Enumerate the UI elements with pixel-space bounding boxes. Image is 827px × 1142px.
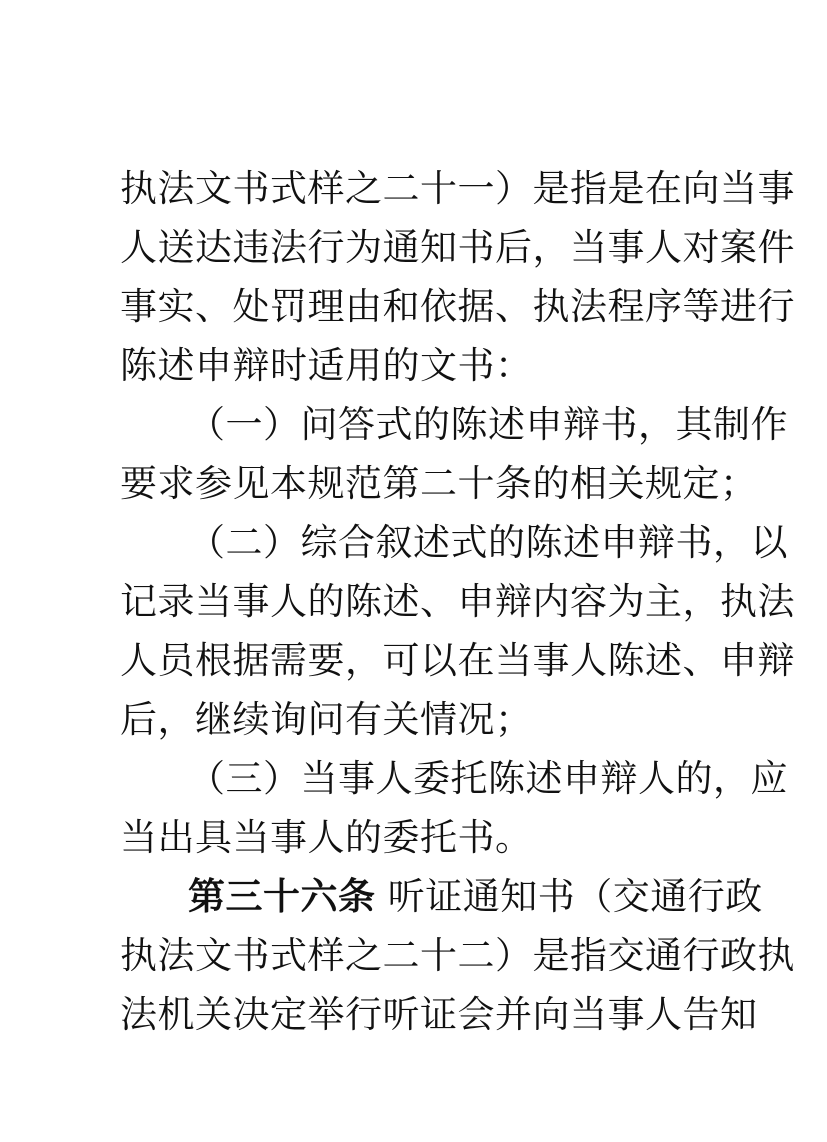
text-line: 后，继续询问有关情况； <box>120 698 533 741</box>
article-text: 听证通知书（交通行政 <box>387 875 763 918</box>
text-line: 执法文书式样之二十一）是指是在向当事 <box>120 167 795 210</box>
text-line: （一）问答式的陈述申辩书，其制作 <box>188 403 788 446</box>
text-line: （三）当事人委托陈述申辩人的，应 <box>188 757 788 800</box>
text-line: 法机关决定举行听证会并向当事人告知 <box>120 993 758 1036</box>
text-line: 记录当事人的陈述、申辩内容为主，执法 <box>120 580 795 623</box>
text-line: 要求参见本规范第二十条的相关规定； <box>120 462 758 505</box>
text-line: 当出具当事人的委托书。 <box>120 816 533 859</box>
article-heading: 第三十六条 <box>188 875 376 918</box>
text-line: （二）综合叙述式的陈述申辩书，以 <box>188 521 788 564</box>
text-line: 事实、处罚理由和依据、执法程序等进行 <box>120 285 795 328</box>
text-line: 人送达违法行为通知书后，当事人对案件 <box>120 226 795 269</box>
text-line: 人员根据需要，可以在当事人陈述、申辩 <box>120 639 795 682</box>
text-line: 陈述申辩时适用的文书： <box>120 344 533 387</box>
text-line: 执法文书式样之二十二）是指交通行政执 <box>120 934 795 977</box>
article-line <box>188 875 788 919</box>
